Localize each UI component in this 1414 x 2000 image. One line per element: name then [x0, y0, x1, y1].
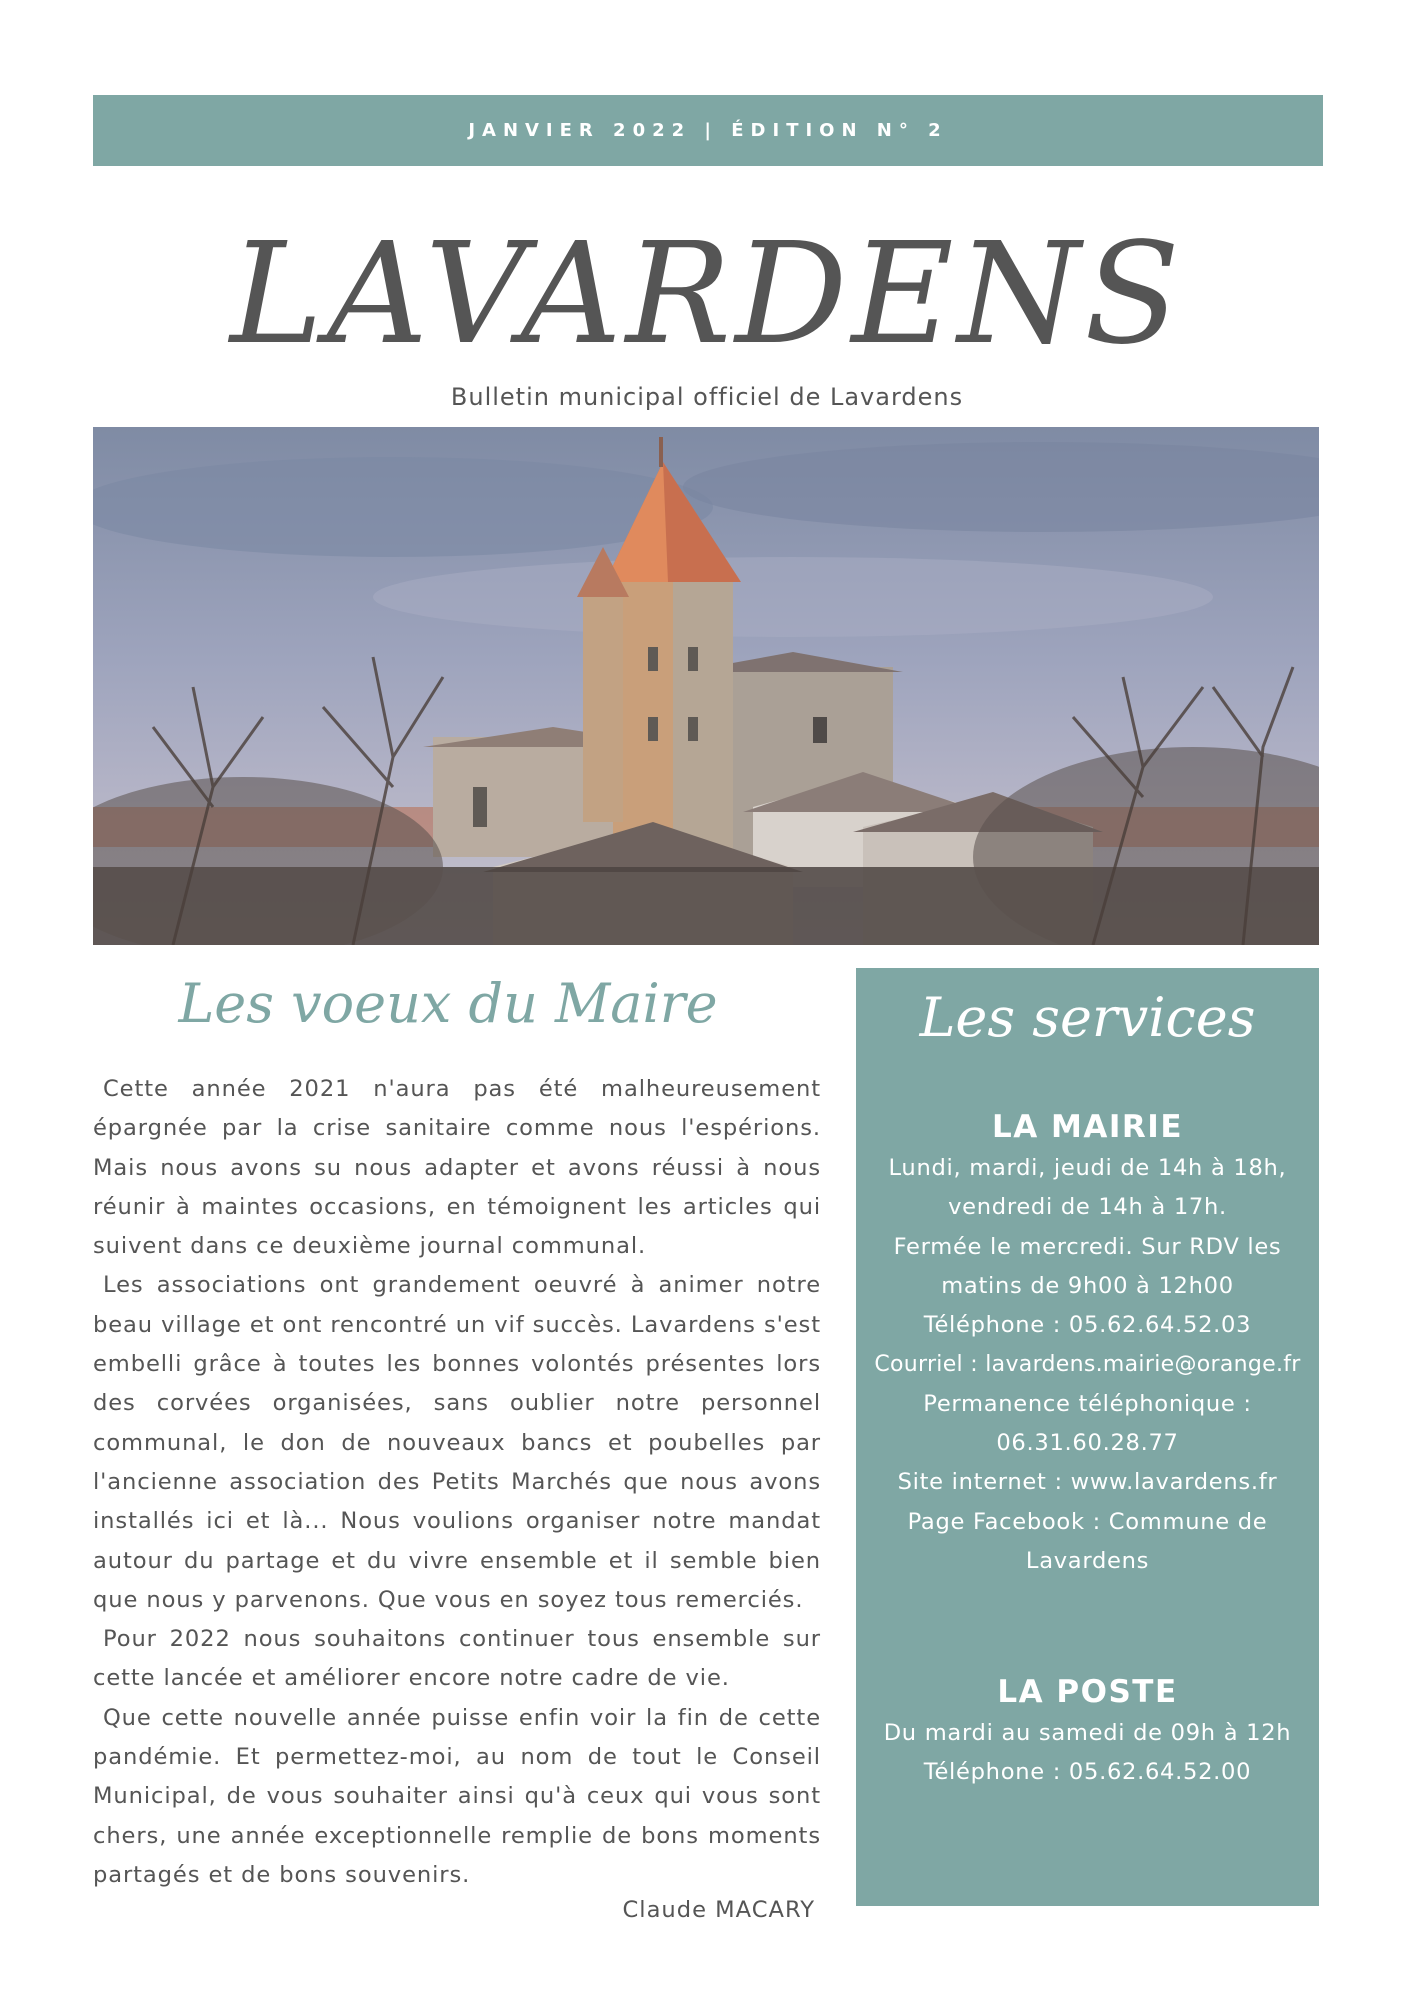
- mairie-line: 06.31.60.28.77: [996, 1430, 1179, 1457]
- mairie-phone: Téléphone : 05.62.64.52.03: [923, 1312, 1252, 1339]
- mairie-section: [856, 1105, 1319, 1581]
- article-paragraph: Cette année 2021 n'aura pas été malheureusement épargnée par la crise sanitaire comme nous l'espérions. Mais nous avons su nous adapter et avons réussi à nous réunir à maintes occasions, en témoignent les articles qui suivent dans ce deuxième journal communal.: [93, 1076, 821, 1260]
- article-signature: Claude MACARY: [622, 1897, 815, 1923]
- article-body: [93, 1070, 821, 1895]
- poste-title: LA POSTE: [997, 1674, 1178, 1710]
- mairie-facebook: Page Facebook : Commune de: [907, 1508, 1268, 1535]
- mairie-email: Courriel : lavardens.mairie@orange.fr: [874, 1352, 1301, 1378]
- mairie-line: Fermée le mercredi. Sur RDV les: [893, 1233, 1282, 1260]
- edition-label: JANVIER 2022 | ÉDITION N° 2: [468, 120, 948, 141]
- masthead-subtitle: Bulletin municipal officiel de Lavardens: [450, 383, 964, 411]
- poste-section: [856, 1670, 1319, 1793]
- poste-line: Du mardi au samedi de 09h à 12h: [883, 1720, 1292, 1746]
- mairie-line: matins de 9h00 à 12h00: [941, 1272, 1234, 1299]
- mairie-line: Permanence téléphonique :: [923, 1390, 1252, 1417]
- services-heading: Les services: [919, 986, 1256, 1049]
- article-paragraph: Pour 2022 nous souhaitons continuer tous ensemble sur cette lancée et améliorer encore notre cadre de vie.: [93, 1626, 821, 1692]
- mairie-website: Site internet : www.lavardens.fr: [897, 1469, 1278, 1496]
- article-paragraph: Les associations ont grandement oeuvré à animer notre beau village et ont rencontré un vif succès. Lavardens s'est embelli grâce à toutes les bonnes volontés présentes lors des corvées organisées, sans oublier notre personnel communal, le don de nouveaux bancs et poubelles par l'ancienne association des Petits Marchés que nous avons installés ici et là... Nous voulions organiser notre mandat autour du partage et du vivre ensemble et il semble bien que nous y parvenons. Que vous en soyez tous remerciés.: [93, 1272, 821, 1613]
- church-photo: [93, 427, 1319, 945]
- mairie-line: vendredi de 14h à 17h.: [948, 1194, 1227, 1221]
- masthead-title: LAVARDENS: [229, 213, 1185, 376]
- mairie-line: Lundi, mardi, jeudi de 14h à 18h,: [888, 1155, 1287, 1181]
- mairie-title: LA MAIRIE: [992, 1109, 1183, 1145]
- edition-banner: [93, 95, 1323, 166]
- poste-phone: Téléphone : 05.62.64.52.00: [923, 1759, 1252, 1786]
- mairie-line: Lavardens: [1025, 1547, 1150, 1574]
- article-paragraph: Que cette nouvelle année puisse enfin voir la fin de cette pandémie. Et permettez-moi, au nom de tout le Conseil Municipal, de vous souhaiter ainsi qu'à ceux qui vous sont chers, une année exceptionnelle remplie de bons moments partagés et de bons souvenirs.: [93, 1704, 821, 1888]
- services-panel: [856, 968, 1319, 1906]
- article-heading: Les voeux du Maire: [178, 972, 718, 1035]
